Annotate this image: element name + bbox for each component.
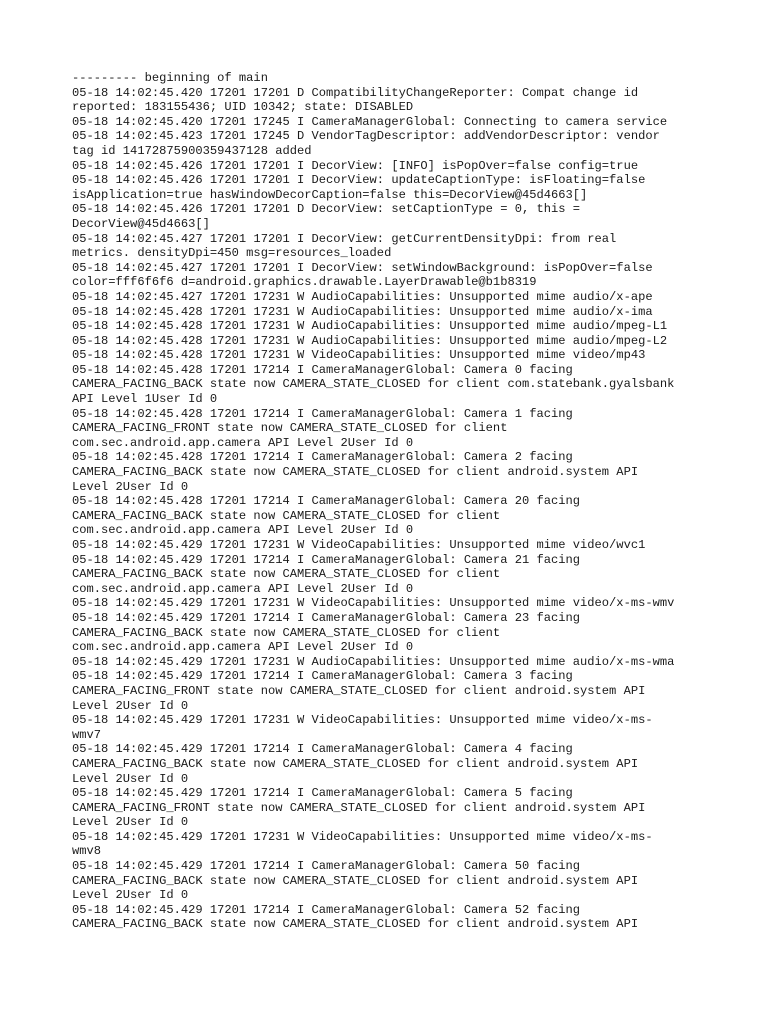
log-document [72, 71, 692, 932]
log-line: 05-18 14:02:45.429 17201 17214 I CameraManagerGlobal: Camera 5 facing CAMERA_FACING_FRONT state now CAMERA_STATE_CLOSED for client android.system API Level 2User Id 0 [72, 786, 646, 830]
log-line: 05-18 14:02:45.428 17201 17214 I CameraManagerGlobal: Camera 0 facing CAMERA_FACING_BACK state now CAMERA_STATE_CLOSED for client com.statebank.gyalsbank API Level 1User Id 0 [72, 362, 675, 407]
log-line: 05-18 14:02:45.427 17201 17231 W AudioCapabilities: Unsupported mime audio/x-ape [72, 289, 653, 304]
log-line: 05-18 14:02:45.420 17201 17201 D CompatibilityChangeReporter: Compat change id reported: 183155436; UID 10342; state: DISABLED [72, 85, 639, 115]
log-line: 05-18 14:02:45.427 17201 17201 I DecorView: getCurrentDensityDpi: from real metrics. densityDpi=450 msg=resources_loaded [72, 231, 617, 261]
log-line: 05-18 14:02:45.428 17201 17214 I CameraManagerGlobal: Camera 2 facing CAMERA_FACING_BACK state now CAMERA_STATE_CLOSED for client android.system API Level 2User Id 0 [72, 450, 639, 494]
log-line: 05-18 14:02:45.429 17201 17214 I CameraManagerGlobal: Camera 4 facing CAMERA_FACING_BACK state now CAMERA_STATE_CLOSED for client android.system API Level 2User Id 0 [72, 742, 639, 786]
log-line: 05-18 14:02:45.429 17201 17231 W VideoCapabilities: Unsupported mime video/wvc1 [72, 538, 646, 552]
log-line: 05-18 14:02:45.429 17201 17231 W AudioCapabilities: Unsupported mime audio/x-ms-wma [72, 654, 675, 669]
log-line: 05-18 14:02:45.428 17201 17214 I CameraManagerGlobal: Camera 1 facing CAMERA_FACING_FRONT state now CAMERA_STATE_CLOSED for client com.sec.android.app.camera API Level 2User Id 0 [72, 406, 573, 450]
log-line: 05-18 14:02:45.429 17201 17214 I CameraManagerGlobal: Camera 21 facing CAMERA_FACING_BACK state now CAMERA_STATE_CLOSED for client com.sec.android.app.camera API Level 2User Id 0 [72, 552, 581, 596]
log-line: 05-18 14:02:45.429 17201 17231 W VideoCapabilities: Unsupported mime video/x-ms-wmv [72, 596, 675, 611]
log-line: 05-18 14:02:45.428 17201 17214 I CameraManagerGlobal: Camera 20 facing CAMERA_FACING_BACK state now CAMERA_STATE_CLOSED for client com.sec.android.app.camera API Level 2User Id 0 [72, 494, 581, 538]
log-line: 05-18 14:02:45.426 17201 17201 D DecorView: setCaptionType = 0, this = DecorView@45d4663[] [72, 202, 581, 231]
log-line: 05-18 14:02:45.428 17201 17231 W VideoCapabilities: Unsupported mime video/mp43 [72, 348, 646, 363]
log-line: 05-18 14:02:45.420 17201 17245 I CameraManagerGlobal: Connecting to camera service [72, 114, 668, 129]
log-line: 05-18 14:02:45.429 17201 17214 I CameraManagerGlobal: Camera 3 facing CAMERA_FACING_FRONT state now CAMERA_STATE_CLOSED for client android.system API Level 2User Id 0 [72, 669, 646, 713]
log-line: 05-18 14:02:45.423 17201 17245 D VendorTagDescriptor: addVendorDescriptor: vendor tag id 14172875900359437128 added [72, 129, 660, 158]
log-line: 05-18 14:02:45.426 17201 17201 I DecorView: [INFO] isPopOver=false config=true [72, 158, 639, 173]
log-line: 05-18 14:02:45.429 17201 17231 W VideoCapabilities: Unsupported mime video/x-ms- wmv7 [72, 713, 653, 742]
log-line: 05-18 14:02:45.428 17201 17231 W AudioCapabilities: Unsupported mime audio/mpeg-L1 [72, 319, 668, 334]
log-line: 05-18 14:02:45.426 17201 17201 I DecorView: updateCaptionType: isFloating=false isApplication=true hasWindowDecorCaption=false this=DecorView@45d4663[] [72, 173, 646, 202]
log-line: 05-18 14:02:45.429 17201 17231 W VideoCapabilities: Unsupported mime video/x-ms- wmv8 [72, 829, 653, 859]
log-line: 05-18 14:02:45.427 17201 17201 I DecorView: setWindowBackground: isPopOver=false color=fff6f6f6 d=android.graphics.drawable.LayerDrawable@b1b8319 [72, 260, 653, 290]
log-line: 05-18 14:02:45.429 17201 17214 I CameraManagerGlobal: Camera 50 facing CAMERA_FACING_BACK state now CAMERA_STATE_CLOSED for client android.system API Level 2User Id 0 [72, 859, 639, 903]
log-line: 05-18 14:02:45.429 17201 17214 I CameraManagerGlobal: Camera 23 facing CAMERA_FACING_BACK state now CAMERA_STATE_CLOSED for client com.sec.android.app.camera API Level 2User Id 0 [72, 610, 581, 655]
log-line: 05-18 14:02:45.428 17201 17231 W AudioCapabilities: Unsupported mime audio/mpeg-L2 [72, 333, 668, 348]
log-line: --------- beginning of main [72, 71, 268, 85]
log-line: 05-18 14:02:45.428 17201 17231 W AudioCapabilities: Unsupported mime audio/x-ima [72, 304, 653, 319]
log-line: 05-18 14:02:45.429 17201 17214 I CameraManagerGlobal: Camera 52 facing CAMERA_FACING_BACK state now CAMERA_STATE_CLOSED for client android.system API [72, 902, 639, 932]
